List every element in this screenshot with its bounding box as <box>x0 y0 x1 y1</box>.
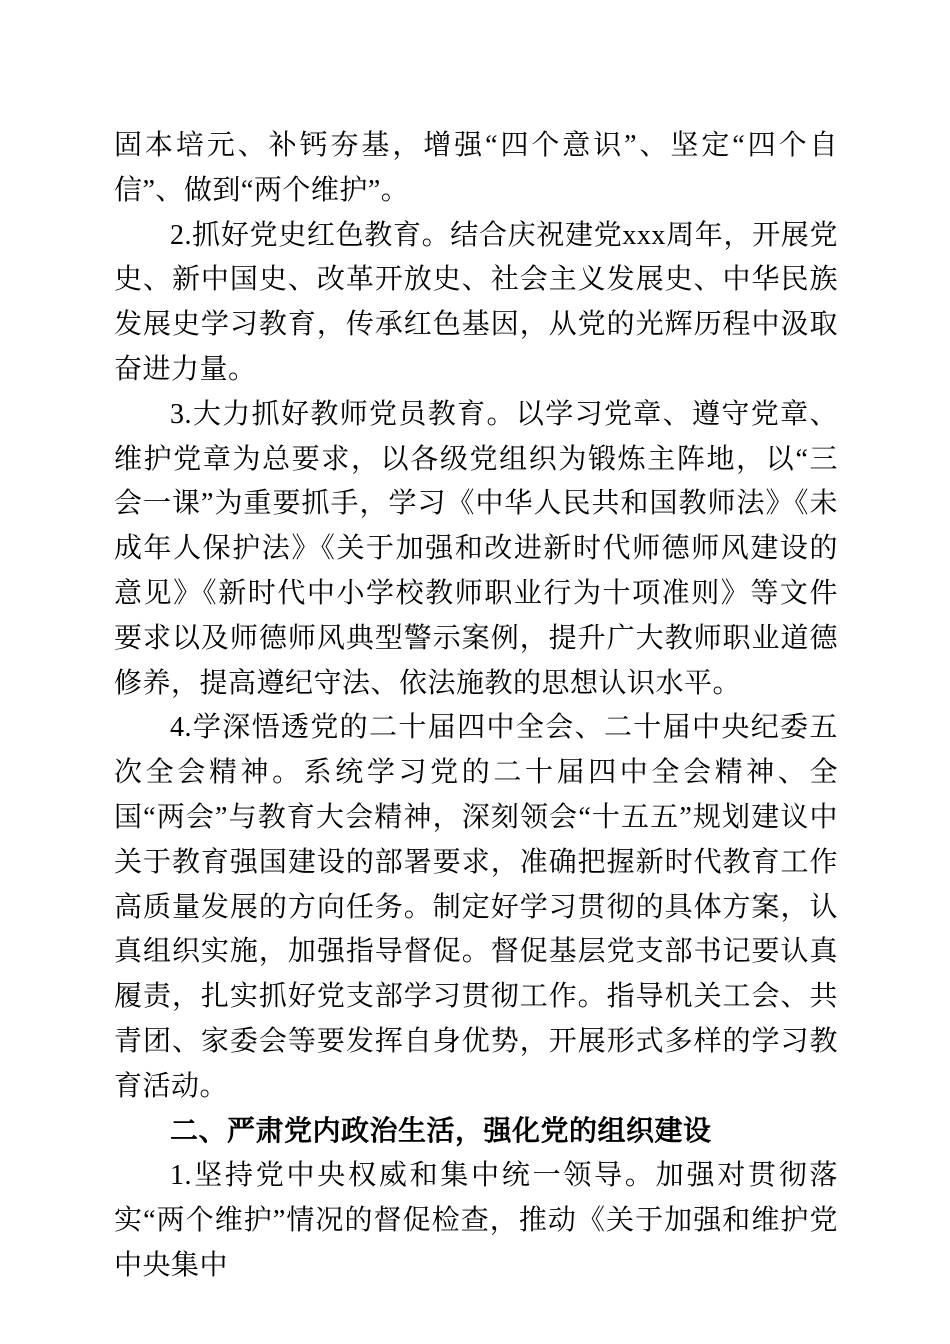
paragraph-item-2: 2.抓好党史红色教育。结合庆祝建党xxx周年，开展党史、新中国史、改革开放史、社会主义发展史、中华民族发展史学习教育，传承红色基因，从党的光辉历程中汲取奋进力量。 <box>114 219 838 385</box>
paragraph-item-3: 3.大力抓好教师党员教育。以学习党章、遵守党章、维护党章为总要求，以各级党组织为锻炼主阵地，以“三会一课”为重要抓手，学习《中华人民共和国教师法》《未成年人保护法》《关于加强和改进新时代师德师风建设的意见》《新时代中小学校教师职业行为十项准则》等文件要求以及师德师风典型警示案例，提升广大教师职业道德修养，提高遵纪守法、依法施教的思想认识水平。 <box>114 398 838 699</box>
document-content <box>114 124 838 1289</box>
section-heading-2: 二、严肃党内政治生活，强化党的组织建设 <box>170 1115 712 1147</box>
paragraph-continuation: 固本培元、补钙夯基，增强“四个意识”、坚定“四个自信”、做到“两个维护”。 <box>114 130 838 206</box>
paragraph-item-1-section-2: 1.坚持党中央权威和集中统一领导。加强对贯彻落实“两个维护”情况的督促检查，推动《关于加强和维护党中央集中 <box>114 1160 838 1281</box>
paragraph-item-4: 4.学深悟透党的二十届四中全会、二十届中央纪委五次全会精神。系统学习党的二十届四中全会精神、全国“两会”与教育大会精神，深刻领会“十五五”规划建议中关于教育强国建设的部署要求，准确把握新时代教育工作高质量发展的方向任务。制定好学习贯彻的具体方案，认真组织实施，加强指导督促。督促基层党支部书记要认真履责，扎实抓好党支部学习贯彻工作。指导机关工会、共青团、家委会等要发挥自身优势，开展形式多样的学习教育活动。 <box>114 712 838 1102</box>
